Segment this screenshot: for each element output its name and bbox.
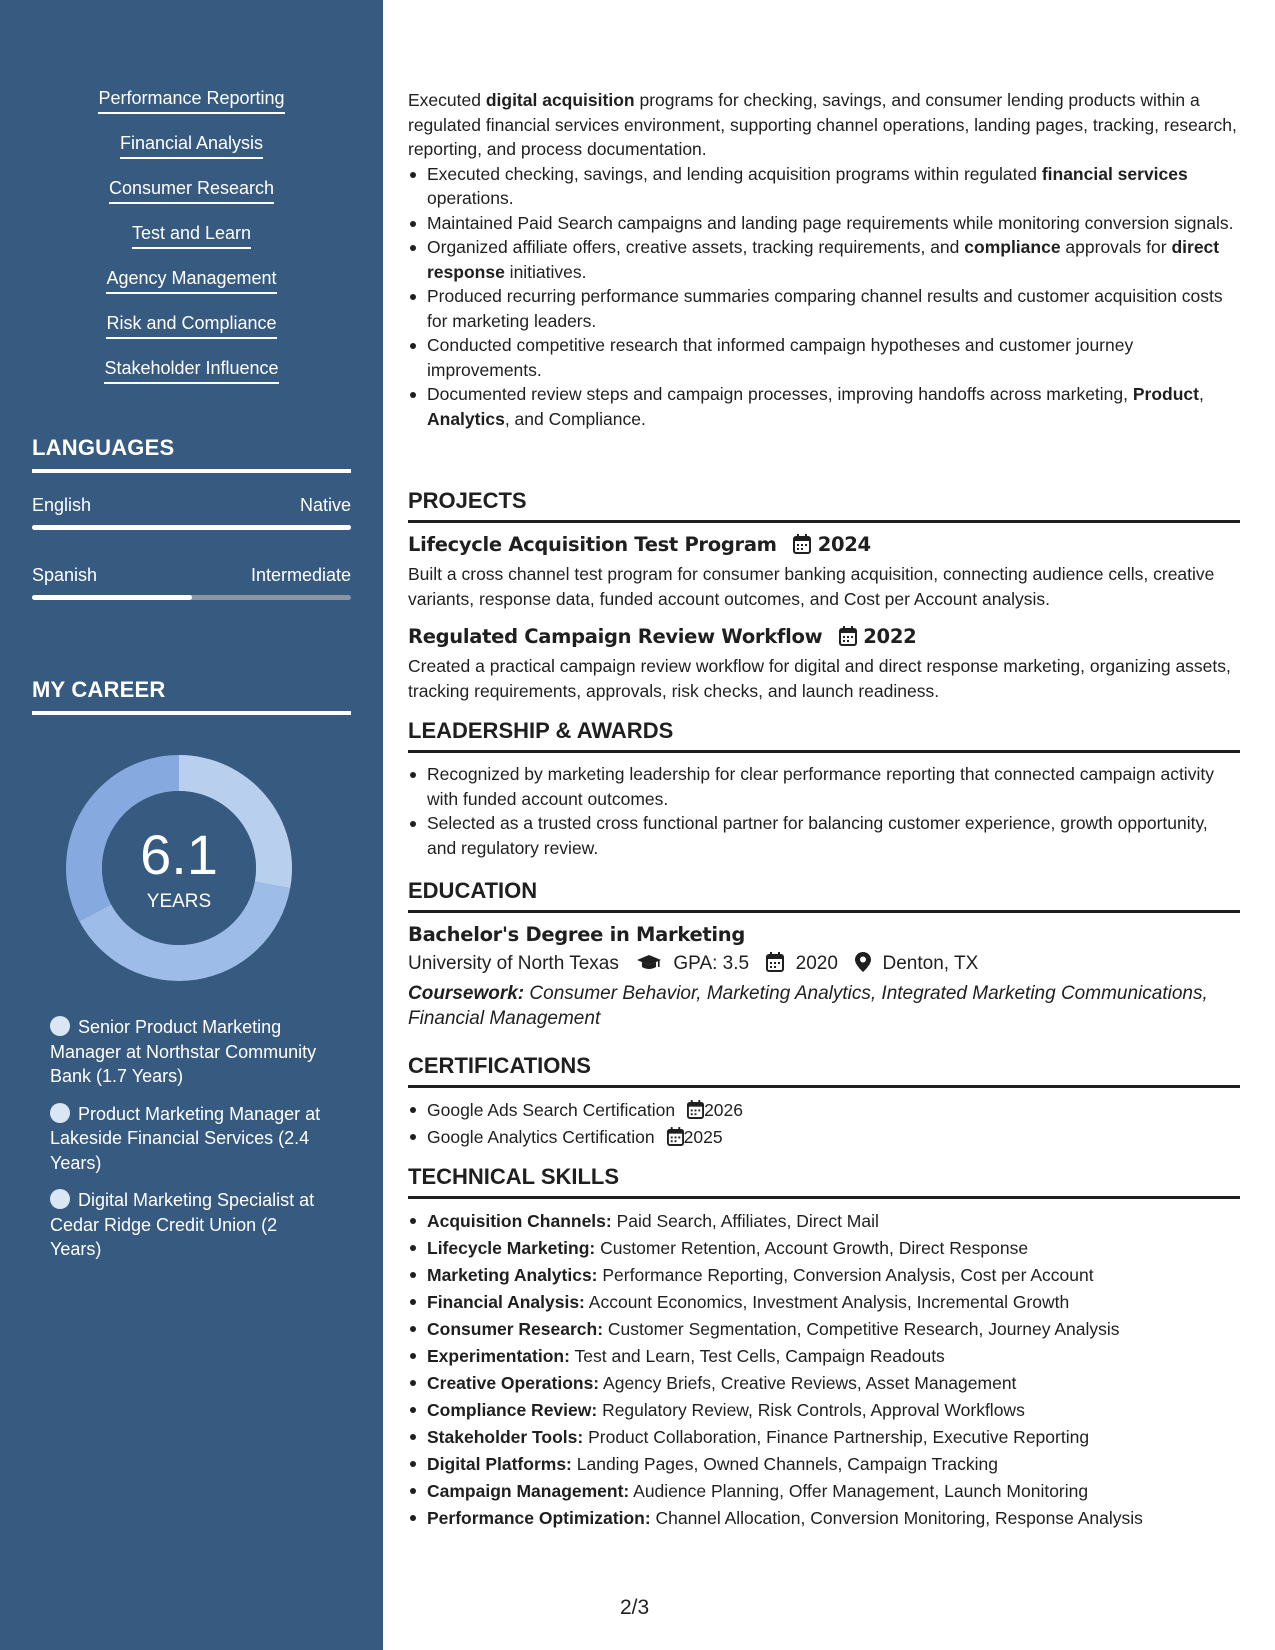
language-name: Spanish [32,565,98,585]
language-bar-fill [32,595,192,600]
section-title: TECHNICAL SKILLS [408,1163,1240,1199]
list-item: Acquisition Channels: Paid Search, Affiliates, Direct Mail [408,1208,1240,1235]
list-item: Digital Platforms: Landing Pages, Owned Channels, Campaign Tracking [408,1451,1240,1478]
project-title: Lifecycle Acquisition Test Program 2024 [408,533,871,556]
school-location: Denton, TX [882,953,979,974]
section-title: LEADERSHIP & AWARDS [408,717,1240,753]
certifications-list [408,1097,1240,1151]
career-list [50,1015,330,1275]
language-name: English [32,495,92,515]
list-item: Campaign Management: Audience Planning, Offer Management, Launch Monitoring [408,1478,1240,1505]
list-item: Maintained Paid Search campaigns and landing page requirements while monitoring conversion signals. [408,211,1240,236]
calendar-icon [839,626,857,646]
calendar-icon [667,1127,684,1146]
experience-details [408,88,1240,431]
leadership-list [408,762,1240,860]
calendar-icon [766,952,784,972]
project-description: Built a cross channel test program for consumer banking acquisition, connecting audience cells, creative variants, response data, funded account outcomes, and Cost per Account analysis. [408,564,1215,609]
language-bar-spanish [32,595,351,600]
section-title: EDUCATION [408,877,1240,913]
education-section [408,877,1240,1031]
list-item: Experimentation: Test and Learn, Test Cells, Campaign Readouts [408,1343,1240,1370]
school-name: University of North Texas [408,953,619,974]
list-item: Documented review steps and campaign processes, improving handoffs across marketing, Product, Analytics, and Compliance. [408,382,1240,431]
skill-tag: Risk and Compliance [106,311,276,339]
leadership-section [408,717,1240,860]
certifications-section [408,1052,1240,1151]
skill-tag: Consumer Research [109,176,274,204]
language-spanish [32,563,351,587]
list-item: Creative Operations: Agency Briefs, Creative Reviews, Asset Management [408,1370,1240,1397]
skill-tag: Stakeholder Influence [104,356,278,384]
project-description: Created a practical campaign review workflow for digital and direct response marketing, organizing assets, tracking requirements, approvals, risk checks, and launch readiness. [408,656,1231,701]
career-item [50,1102,330,1176]
language-bar-fill [32,525,351,530]
language-english [32,493,351,517]
calendar-icon [793,534,811,554]
list-item: Organized affiliate offers, creative assets, tracking requirements, and compliance approvals for direct response initiatives. [408,235,1240,284]
technical-skills-list [408,1208,1240,1532]
list-item: Google Ads Search Certification 2026 [408,1097,1240,1124]
skill-list [0,86,383,401]
career-item [50,1015,330,1089]
gpa: GPA: 3.5 [673,953,750,974]
list-item: Recognized by marketing leadership for clear performance reporting that connected campaign activity with funded account outcomes. [408,762,1240,811]
projects-section [408,487,1240,716]
project-title: Regulated Campaign Review Workflow 2022 [408,625,917,648]
education-details [408,950,1240,978]
bullet-dot-icon [50,1016,70,1036]
skill-tag: Agency Management [106,266,276,294]
language-level: Intermediate [250,565,351,585]
list-item: Consumer Research: Customer Segmentation, Competitive Research, Journey Analysis [408,1316,1240,1343]
section-title: PROJECTS [408,487,1240,523]
career-item-text: Product Marketing Manager at Lakeside Financial Services (2.4 Years) [50,1103,321,1173]
calendar-icon [687,1100,704,1119]
list-item: Executed checking, savings, and lending acquisition programs within regulated financial services operations. [408,162,1240,211]
list-item: Financial Analysis: Account Economics, Investment Analysis, Incremental Growth [408,1289,1240,1316]
language-level: Native [299,495,351,515]
list-item: Lifecycle Marketing: Customer Retention, Account Growth, Direct Response [408,1235,1240,1262]
technical-skills-section [408,1163,1240,1532]
location-pin-icon [855,952,871,972]
skill-tag: Performance Reporting [98,86,284,114]
graduation-year: 2020 [795,953,838,974]
career-heading: MY CAREER [32,675,351,715]
career-total-years: 6.1 [140,823,218,886]
list-item: Stakeholder Tools: Product Collaboration, Finance Partnership, Executive Reporting [408,1424,1240,1451]
career-item [50,1188,330,1262]
experience-summary: Executed digital acquisition programs for checking, savings, and consumer lending products within a regulated financial services environment, supporting channel operations, landing pages, tracking, research, reporting, and process documentation. [408,90,1237,159]
list-item: Marketing Analytics: Performance Reporting, Conversion Analysis, Cost per Account [408,1262,1240,1289]
experience-bullets [408,162,1240,432]
skill-tag: Financial Analysis [120,131,263,159]
list-item: Compliance Review: Regulatory Review, Risk Controls, Approval Workflows [408,1397,1240,1424]
list-item: Selected as a trusted cross functional partner for balancing customer experience, growth opportunity, and regulatory review. [408,811,1240,860]
career-item-text: Digital Marketing Specialist at Cedar Ridge Credit Union (2 Years) [50,1190,315,1259]
degree-title: Bachelor's Degree in Marketing [408,923,746,946]
section-title: CERTIFICATIONS [408,1052,1240,1088]
languages-heading: LANGUAGES [32,433,351,473]
career-total-unit: YEARS [146,891,212,912]
list-item: Performance Optimization: Channel Allocation, Conversion Monitoring, Response Analysis [408,1505,1240,1532]
career-item-text: Senior Product Marketing Manager at Northstar Community Bank (1.7 Years) [50,1017,317,1086]
list-item: Conducted competitive research that informed campaign hypotheses and customer journey improvements. [408,333,1240,382]
language-bar-english [32,525,351,530]
sidebar [0,0,383,1650]
list-item: Google Analytics Certification 2025 [408,1124,1240,1151]
bullet-dot-icon [50,1103,70,1123]
list-item: Produced recurring performance summaries comparing channel results and customer acquisition costs for marketing leaders. [408,284,1240,333]
coursework: Coursework: Consumer Behavior, Marketing Analytics, Integrated Marketing Communications, Financial Management [408,983,1208,1029]
skill-tag: Test and Learn [132,221,251,249]
page-number: 2/3 [620,1596,650,1619]
graduation-cap-icon [636,954,662,972]
bullet-dot-icon [50,1189,70,1209]
